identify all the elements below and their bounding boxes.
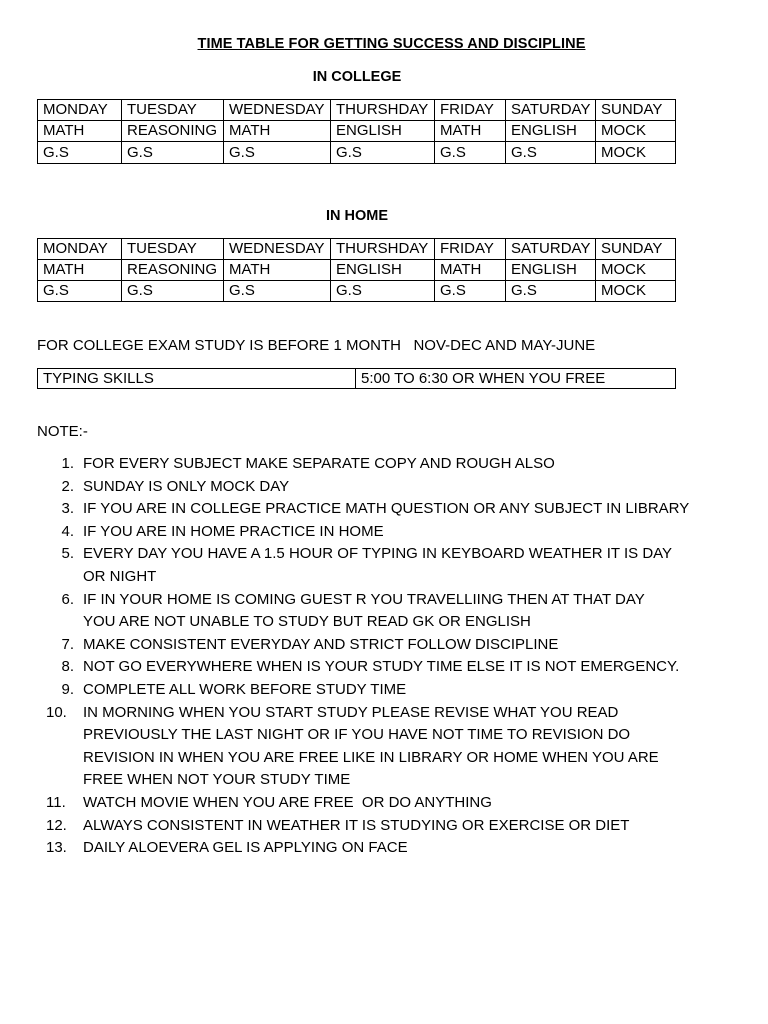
- subject-cell: MOCK: [596, 142, 676, 164]
- note-item: [37, 702, 687, 792]
- note-line: FOR EVERY SUBJECT MAKE SEPARATE COPY AND ROUGH ALSO: [83, 455, 555, 472]
- subject-cell: G.S: [122, 142, 224, 164]
- college-subject-row: [38, 142, 676, 164]
- note-line: NOT GO EVERYWHERE WHEN IS YOUR STUDY TIME ELSE IT IS NOT EMERGENCY.: [83, 658, 680, 676]
- day-cell: FRIDAY: [435, 239, 506, 260]
- note-text: [83, 679, 687, 702]
- subject-cell: ENGLISH: [331, 121, 435, 142]
- subject-cell: REASONING: [122, 260, 224, 281]
- college-days-row: [38, 100, 676, 121]
- note-line: COMPLETE ALL WORK BEFORE STUDY TIME: [83, 680, 407, 698]
- note-line: IN MORNING WHEN YOU START STUDY PLEASE REVISE WHAT YOU READ: [83, 703, 619, 721]
- subject-cell: MOCK: [596, 121, 676, 142]
- note-number: 1.: [61, 455, 74, 472]
- subject-cell: MOCK: [596, 281, 676, 302]
- note-line: WATCH MOVIE WHEN YOU ARE FREE OR DO ANYTHING: [83, 793, 492, 811]
- subject-cell: G.S: [224, 142, 331, 164]
- note-item: [37, 476, 687, 499]
- note-item: [37, 679, 687, 702]
- typing-time: 5:00 TO 6:30 OR WHEN YOU FREE: [356, 369, 676, 389]
- college-subject-row: [38, 121, 676, 142]
- note-text: [83, 453, 687, 476]
- typing-row: [38, 369, 676, 389]
- subject-cell: G.S: [331, 281, 435, 302]
- home-subject-row: [38, 260, 676, 281]
- note-line: YOU ARE NOT UNABLE TO STUDY BUT READ GK OR ENGLISH: [83, 613, 531, 631]
- note-item: [37, 792, 687, 815]
- note-number: 11.: [46, 793, 66, 811]
- note-number: 4.: [61, 522, 74, 540]
- exam-note: FOR COLLEGE EXAM STUDY IS BEFORE 1 MONTH NOV-DEC AND MAY-JUNE: [37, 337, 596, 354]
- day-cell: FRIDAY: [435, 100, 506, 121]
- day-cell: TUESDAY: [122, 239, 224, 260]
- note-number: 5.: [61, 545, 74, 563]
- note-item: [37, 498, 690, 521]
- college-timetable: [37, 99, 676, 164]
- note-text: [83, 498, 689, 521]
- note-text: [83, 837, 687, 860]
- note-number: 3.: [61, 500, 74, 518]
- note-number: 2.: [61, 477, 74, 495]
- note-item: [37, 656, 687, 679]
- subject-cell: G.S: [122, 281, 224, 302]
- home-days-row: [38, 239, 676, 260]
- day-cell: SUNDAY: [596, 239, 676, 260]
- note-line: DAILY ALOEVERA GEL IS APPLYING ON FACE: [83, 839, 408, 857]
- note-line: REVISION IN WHEN YOU ARE FREE LIKE IN LIBRARY OR HOME WHEN YOU ARE: [83, 748, 659, 766]
- day-cell: WEDNESDAY: [224, 239, 331, 260]
- note-text: [83, 589, 687, 634]
- day-cell: THURSHDAY: [331, 239, 435, 260]
- note-item: [37, 521, 687, 544]
- day-cell: THURSHDAY: [331, 100, 435, 121]
- subject-cell: G.S: [38, 142, 122, 164]
- note-text: [83, 792, 687, 815]
- subject-cell: MATH: [38, 260, 122, 281]
- notes-list: [37, 453, 690, 860]
- subject-cell: MATH: [224, 121, 331, 142]
- note-line: IF IN YOUR HOME IS COMING GUEST R YOU TRAVELLIING THEN AT THAT DAY: [83, 590, 645, 608]
- day-cell: SATURDAY: [506, 239, 596, 260]
- note-item: [37, 634, 687, 657]
- note-number: 10.: [46, 703, 67, 721]
- day-cell: SATURDAY: [506, 100, 596, 121]
- subject-cell: G.S: [224, 281, 331, 302]
- note-item: [37, 589, 687, 634]
- subject-cell: G.S: [506, 142, 596, 164]
- subject-cell: ENGLISH: [506, 260, 596, 281]
- day-cell: SUNDAY: [596, 100, 676, 121]
- home-timetable: [37, 238, 676, 302]
- subject-cell: MATH: [38, 121, 122, 142]
- subject-cell: G.S: [331, 142, 435, 164]
- day-cell: WEDNESDAY: [224, 100, 331, 121]
- note-item: [37, 453, 687, 476]
- subject-cell: MATH: [435, 260, 506, 281]
- subject-cell: MATH: [224, 260, 331, 281]
- typing-label: TYPING SKILLS: [38, 369, 356, 389]
- day-cell: TUESDAY: [122, 100, 224, 121]
- subject-cell: G.S: [506, 281, 596, 302]
- note-line: ALWAYS CONSISTENT IN WEATHER IT IS STUDYING OR EXERCISE OR DIET: [83, 816, 630, 834]
- note-text: [83, 543, 687, 588]
- college-section-title: IN COLLEGE: [312, 69, 402, 85]
- subject-cell: MOCK: [596, 260, 676, 281]
- note-number: 9.: [61, 680, 74, 698]
- note-text: [83, 702, 687, 792]
- note-line: MAKE CONSISTENT EVERYDAY AND STRICT FOLLOW DISCIPLINE: [83, 635, 559, 653]
- note-number: 6.: [61, 590, 74, 608]
- subject-cell: ENGLISH: [331, 260, 435, 281]
- page-title: TIME TABLE FOR GETTING SUCCESS AND DISCIPLINE: [197, 36, 586, 52]
- subject-cell: G.S: [435, 142, 506, 164]
- subject-cell: ENGLISH: [506, 121, 596, 142]
- home-section-title: IN HOME: [325, 208, 389, 224]
- subject-cell: G.S: [435, 281, 506, 302]
- note-line: FREE WHEN NOT YOUR STUDY TIME: [83, 771, 351, 789]
- note-line: IF YOU ARE IN HOME PRACTICE IN HOME: [83, 522, 384, 540]
- note-item: [37, 543, 687, 588]
- note-item: [37, 837, 687, 860]
- note-text: [83, 476, 687, 499]
- note-number: 8.: [61, 658, 74, 676]
- note-number: 13.: [46, 839, 67, 857]
- note-item: [37, 815, 687, 838]
- note-line: PREVIOUSLY THE LAST NIGHT OR IF YOU HAVE NOT TIME TO REVISION DO: [83, 726, 631, 744]
- subject-cell: G.S: [38, 281, 122, 302]
- note-line: SUNDAY IS ONLY MOCK DAY: [83, 477, 290, 495]
- home-subject-row: [38, 281, 676, 302]
- note-line: EVERY DAY YOU HAVE A 1.5 HOUR OF TYPING IN KEYBOARD WEATHER IT IS DAY: [83, 545, 673, 563]
- note-text: [83, 815, 687, 838]
- day-cell: MONDAY: [38, 239, 122, 260]
- note-line: IF YOU ARE IN COLLEGE PRACTICE MATH QUESTION OR ANY SUBJECT IN LIBRARY: [83, 500, 690, 518]
- day-cell: MONDAY: [38, 100, 122, 121]
- subject-cell: REASONING: [122, 121, 224, 142]
- subject-cell: MATH: [435, 121, 506, 142]
- note-line: OR NIGHT: [83, 567, 157, 585]
- note-number: 12.: [46, 816, 67, 834]
- note-text: [83, 521, 687, 544]
- typing-skills-table: [37, 368, 676, 389]
- note-text: [83, 634, 687, 657]
- note-text: [83, 656, 687, 679]
- note-number: 7.: [61, 635, 74, 653]
- note-heading: NOTE:-: [37, 423, 88, 440]
